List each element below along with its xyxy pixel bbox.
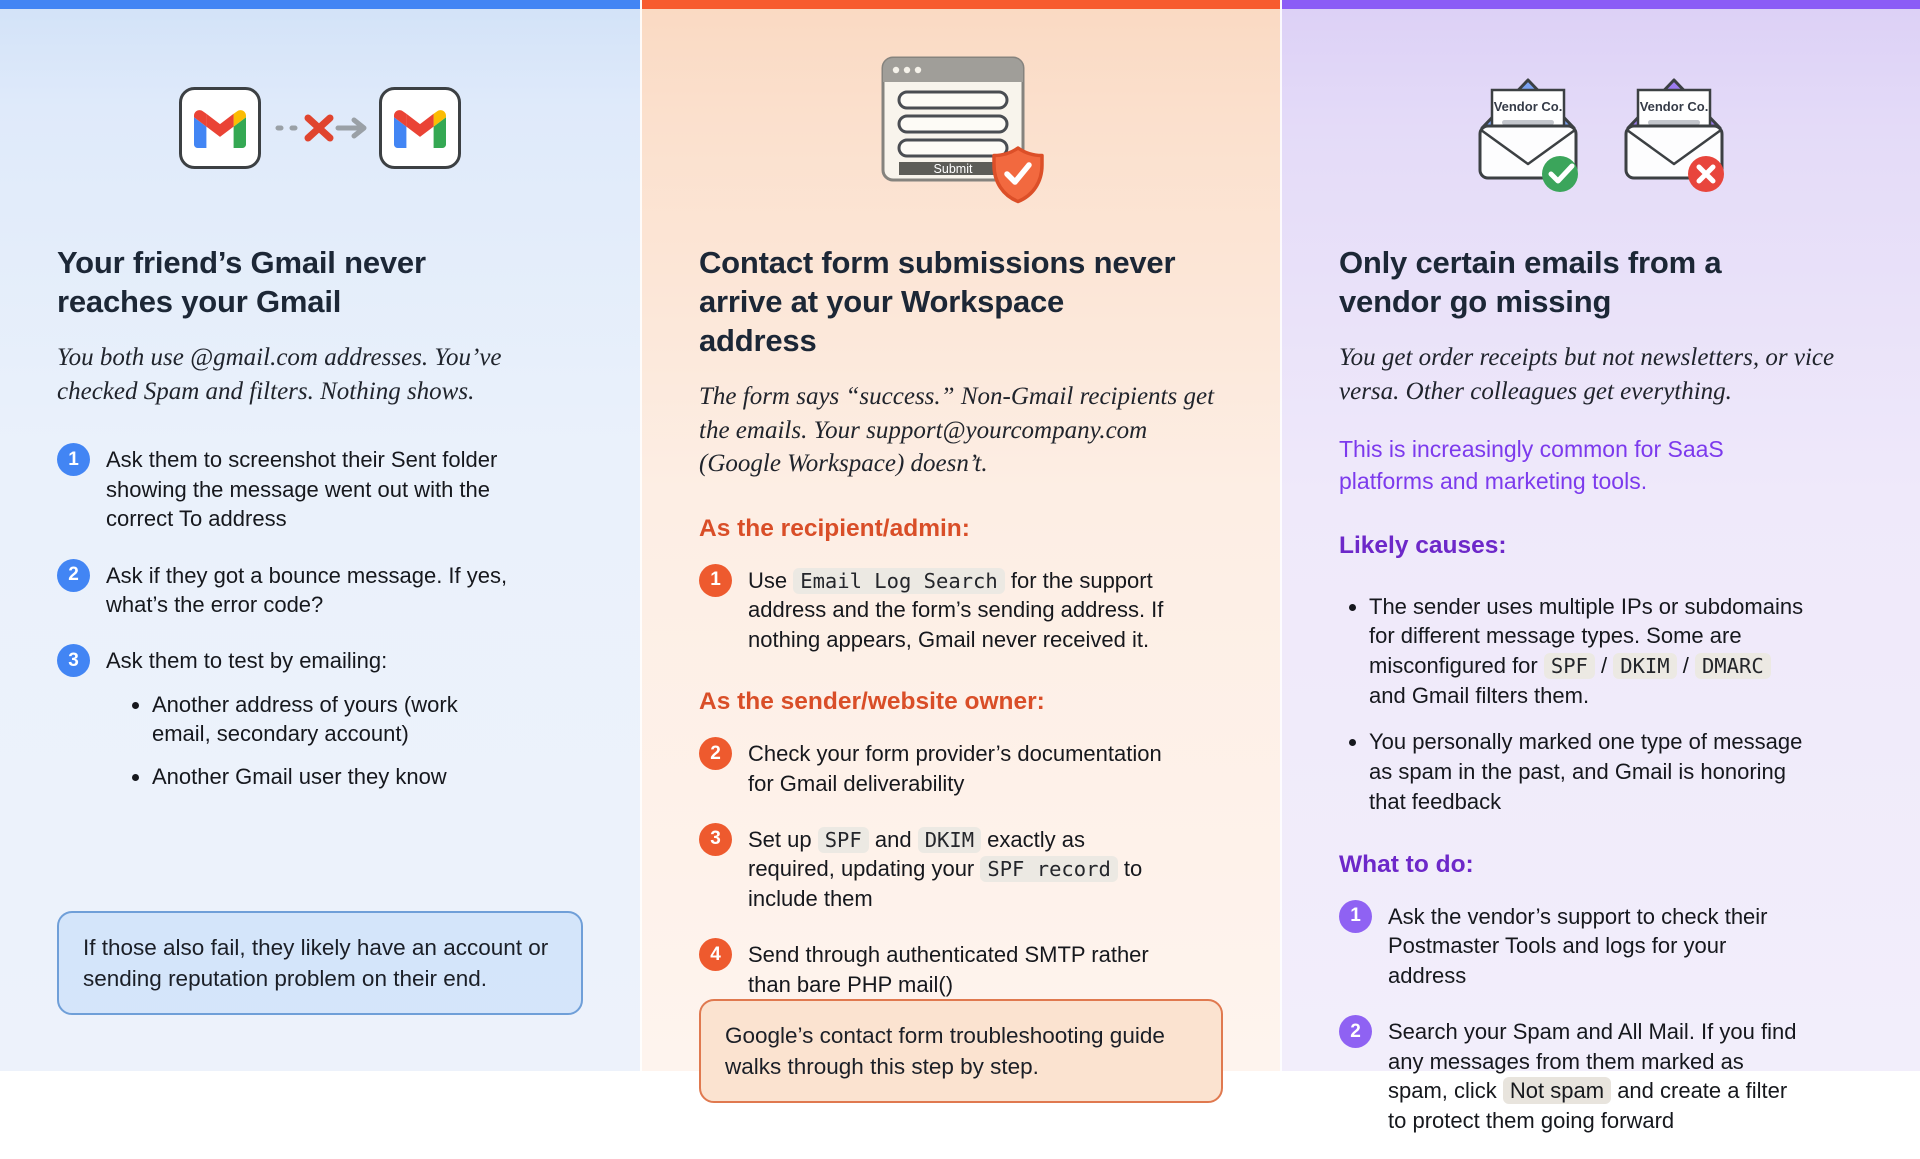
step-text: Send through authenticated SMTP rather than bare PHP mail() xyxy=(748,942,1149,997)
inline-highlight: Not spam xyxy=(1503,1077,1611,1104)
step-list xyxy=(57,442,583,791)
inline-code: SPF record xyxy=(980,856,1117,882)
step-number-badge: 2 xyxy=(1339,1015,1372,1048)
step-item xyxy=(57,442,583,533)
step-item xyxy=(699,937,1223,999)
accent-bar-purple xyxy=(1282,0,1920,9)
cause-item: • The sender uses multiple IPs or subdomains for different message types. Some are misconfigured for SPF / DKIM / DMARC and Gmail filters them. xyxy=(1369,592,1807,712)
panel-intro: You both use @gmail.com addresses. You’ve checked Spam and filters. Nothing shows. xyxy=(57,344,502,405)
step-text-lead: Ask them to test by emailing: xyxy=(106,648,388,674)
what-to-do-heading: What to do: xyxy=(1339,850,1474,878)
step-text: Ask the vendor’s support to check their Postmaster Tools and logs for your address xyxy=(1388,903,1768,988)
panel-contact-form xyxy=(640,0,1280,1080)
step-text: Check your form provider’s documentation for Gmail deliverability xyxy=(748,741,1162,796)
inline-code: DKIM xyxy=(1613,653,1676,679)
step-item xyxy=(699,822,1223,913)
step-number-badge: 1 xyxy=(57,443,90,476)
saas-note: This is increasingly common for SaaS platforms and marketing tools. xyxy=(1339,436,1724,494)
step-number-badge: 2 xyxy=(699,737,732,770)
causes-list xyxy=(1339,576,1863,817)
inline-code: DMARC xyxy=(1695,653,1771,679)
gmail-blocked-illustration xyxy=(57,53,583,203)
panel-vendor-emails xyxy=(1280,0,1920,1133)
sub-bullet: • Another address of yours (work email, secondary account) xyxy=(152,690,512,748)
step-item xyxy=(699,736,1223,798)
panel-title: Only certain emails from a vendor go missing xyxy=(1339,245,1722,320)
step-item xyxy=(699,563,1223,654)
panel-title: Your friend’s Gmail never reaches your Gmail xyxy=(57,245,426,320)
envelope-delivered-icon xyxy=(1468,62,1588,194)
step-text: Ask if they got a bounce message. If yes, what’s the error code? xyxy=(106,562,508,617)
form-window-icon xyxy=(872,52,1050,204)
step-list xyxy=(699,563,1223,654)
step-text: Use Email Log Search for the support address and the form’s sending address. If nothing appears, Gmail never received it. xyxy=(748,567,1164,652)
cause-item: • You personally marked one type of message as spam in the past, and Gmail is honoring that feedback xyxy=(1369,727,1807,817)
step-text: Ask them to screenshot their Sent folder showing the message went out with the correct To address xyxy=(106,447,498,532)
step-number-badge: 1 xyxy=(699,564,732,597)
vendor-envelopes-illustration xyxy=(1339,53,1863,203)
section-heading-recipient: As the recipient/admin: xyxy=(699,514,970,542)
fallback-callout: If those also fail, they likely have an account or sending reputation problem on their end. xyxy=(57,911,583,1015)
step-item xyxy=(1339,899,1863,990)
step-list xyxy=(699,736,1223,999)
accent-bar-orange xyxy=(642,0,1280,9)
contact-form-illustration xyxy=(699,53,1223,203)
step-list xyxy=(1339,899,1863,1135)
vendor-letter-label: Vendor Co. xyxy=(1639,99,1709,114)
inline-code: SPF xyxy=(818,827,869,853)
gmail-recipient-icon xyxy=(378,86,462,170)
step-text: Set up SPF and DKIM exactly as required, updating your SPF record to include them xyxy=(748,826,1143,911)
panel-intro: You get order receipts but not newsletters, or vice versa. Other colleagues get everything. xyxy=(1339,344,1835,405)
inline-code: DKIM xyxy=(918,827,981,853)
inline-code: SPF xyxy=(1544,653,1595,679)
step-number-badge: 3 xyxy=(57,644,90,677)
gmail-sender-icon xyxy=(178,86,262,170)
step-item xyxy=(57,558,583,620)
blocked-arrow-icon xyxy=(272,103,368,153)
inline-code: Email Log Search xyxy=(793,568,1004,594)
section-heading-sender: As the sender/website owner: xyxy=(699,688,1045,716)
vendor-letter-label: Vendor Co. xyxy=(1493,99,1563,114)
sub-bullet-list xyxy=(106,690,512,791)
sub-bullet: • Another Gmail user they know xyxy=(152,762,512,791)
step-number-badge: 4 xyxy=(699,938,732,971)
panel-intro: The form says “success.” Non-Gmail recipients get the emails. Your support@yourcompany.com (Google Workspace) doesn’t. xyxy=(699,383,1215,478)
envelope-missing-icon xyxy=(1614,62,1734,194)
step-item xyxy=(1339,1014,1863,1135)
panel-gmail-to-gmail xyxy=(0,0,640,1071)
step-text: Search your Spam and All Mail. If you find any messages from them marked as spam, click Not spam and create a filter to protect them going forward xyxy=(1388,1019,1797,1133)
likely-causes-heading: Likely causes: xyxy=(1339,531,1507,559)
panel-title: Contact form submissions never arrive at your Workspace address xyxy=(699,245,1176,359)
step-number-badge: 2 xyxy=(57,559,90,592)
step-number-badge: 3 xyxy=(699,823,732,856)
submit-button-label: Submit xyxy=(933,162,973,176)
step-item xyxy=(57,643,583,791)
troubleshooting-guide-callout: Google’s contact form troubleshooting guide walks through this step by step. xyxy=(699,999,1223,1103)
step-text xyxy=(106,643,512,791)
accent-bar-blue xyxy=(0,0,640,9)
step-number-badge: 1 xyxy=(1339,900,1372,933)
